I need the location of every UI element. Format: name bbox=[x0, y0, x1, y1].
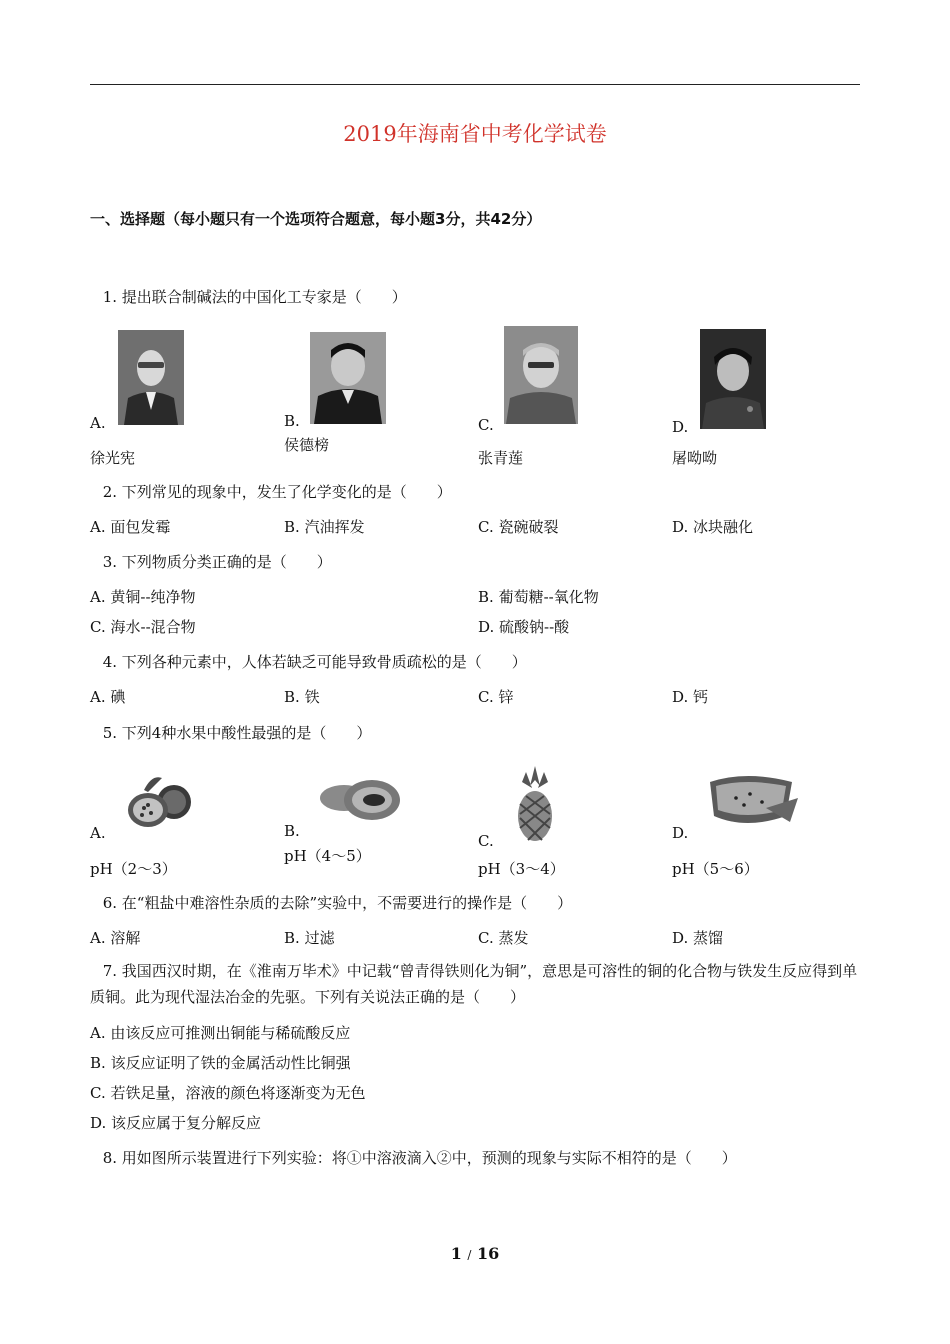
watermelon-icon bbox=[706, 772, 800, 830]
question-number: 5. bbox=[102, 724, 117, 742]
question-text: 我国西汉时期，在《淮南万毕术》中记载“曾青得铁则化为铜”，意思是可溶性的铜的化合物与铁发生反应得到单质铜。此为现代湿法冶金的先驱。下列有关说法正确的是（ ） bbox=[90, 962, 858, 1006]
option-b: B. 葡萄糖--氧化物 bbox=[478, 588, 599, 606]
option-d: D. 蒸馏 bbox=[672, 929, 724, 947]
option-letter: B. bbox=[284, 822, 300, 840]
option-b: B. 汽油挥发 bbox=[284, 518, 365, 536]
question-number: 3. bbox=[102, 553, 117, 571]
option-a: A. 碘 bbox=[90, 688, 126, 706]
option-letter: D. bbox=[672, 418, 689, 436]
option-letter: C. bbox=[478, 832, 494, 850]
option-c: C. 蒸发 bbox=[478, 929, 529, 947]
page-title: 2019年海南省中考化学试卷 bbox=[343, 122, 607, 146]
option-a: A. 由该反应可推测出铜能与稀硫酸反应 bbox=[90, 1024, 351, 1042]
section-heading: 一、选择题（每小题只有一个选项符合题意，每小题3分，共42分） bbox=[90, 210, 542, 228]
total-pages: 16 bbox=[477, 1244, 500, 1263]
question-number: 6. bbox=[102, 894, 117, 912]
papaya-icon bbox=[316, 772, 402, 824]
header-rule bbox=[90, 84, 860, 85]
option-c: C. 若铁足量，溶液的颜色将逐渐变为无色 bbox=[90, 1084, 366, 1102]
question-2 bbox=[90, 481, 452, 502]
option-text: pH（5～6） bbox=[672, 860, 759, 878]
question-6 bbox=[90, 892, 572, 913]
option-d: D. 该反应属于复分解反应 bbox=[90, 1114, 262, 1132]
question-7 bbox=[90, 958, 865, 1010]
option-c: C. 锌 bbox=[478, 688, 514, 706]
current-page: 1 bbox=[450, 1244, 462, 1263]
question-number: 8. bbox=[102, 1149, 117, 1167]
page-separator: / bbox=[467, 1248, 472, 1262]
option-text: 屠呦呦 bbox=[672, 449, 718, 467]
option-a: A. 溶解 bbox=[90, 929, 141, 947]
question-number: 2. bbox=[102, 483, 117, 501]
option-c: C. 瓷碗破裂 bbox=[478, 518, 559, 536]
portrait-icon bbox=[310, 332, 386, 424]
portrait-icon bbox=[118, 330, 184, 425]
option-b: B. 该反应证明了铁的金属活动性比铜强 bbox=[90, 1054, 351, 1072]
option-letter: D. bbox=[672, 824, 689, 842]
option-text: 侯德榜 bbox=[284, 436, 330, 454]
portrait-icon bbox=[700, 329, 766, 429]
portrait-icon bbox=[504, 326, 578, 424]
option-a: A. 面包发霉 bbox=[90, 518, 171, 536]
option-letter: A. bbox=[90, 414, 106, 432]
question-3 bbox=[90, 551, 332, 572]
question-text: 下列常见的现象中，发生了化学变化的是（ ） bbox=[121, 483, 452, 501]
option-c: C. 海水--混合物 bbox=[90, 618, 196, 636]
question-8 bbox=[90, 1147, 737, 1168]
question-text: 下列各种元素中，人体若缺乏可能导致骨质疏松的是（ ） bbox=[121, 653, 527, 671]
question-number: 1. bbox=[102, 288, 117, 306]
question-5 bbox=[90, 722, 371, 743]
option-d: D. 冰块融化 bbox=[672, 518, 754, 536]
question-text: 在“粗盐中难溶性杂质的去除”实验中，不需要进行的操作是（ ） bbox=[121, 894, 573, 912]
option-letter: C. bbox=[478, 416, 494, 434]
option-text: pH（4～5） bbox=[284, 847, 371, 865]
option-letter: B. bbox=[284, 412, 300, 430]
question-text: 提出联合制碱法的中国化工专家是（ ） bbox=[121, 288, 407, 306]
option-b: B. 过滤 bbox=[284, 929, 335, 947]
option-d: D. 钙 bbox=[672, 688, 709, 706]
page-number bbox=[0, 1244, 950, 1263]
question-text: 下列4种水果中酸性最强的是（ ） bbox=[121, 724, 372, 742]
option-text: 徐光宪 bbox=[90, 449, 136, 467]
question-1 bbox=[90, 286, 407, 307]
option-d: D. 硫酸钠--酸 bbox=[478, 618, 570, 636]
question-text: 用如图所示装置进行下列实验：将①中溶液滴入②中，预测的现象与实际不相符的是（ ） bbox=[121, 1149, 737, 1167]
option-text: pH（2～3） bbox=[90, 860, 177, 878]
question-text: 下列物质分类正确的是（ ） bbox=[121, 553, 332, 571]
option-b: B. 铁 bbox=[284, 688, 320, 706]
option-a: A. 黄铜--纯净物 bbox=[90, 588, 196, 606]
question-number: 4. bbox=[102, 653, 117, 671]
option-text: pH（3～4） bbox=[478, 860, 565, 878]
option-text: 张青莲 bbox=[478, 449, 524, 467]
question-4 bbox=[90, 651, 527, 672]
pineapple-icon bbox=[512, 766, 558, 842]
option-letter: A. bbox=[90, 824, 106, 842]
question-number: 7. bbox=[102, 962, 117, 980]
passion-fruit-icon bbox=[118, 770, 194, 832]
